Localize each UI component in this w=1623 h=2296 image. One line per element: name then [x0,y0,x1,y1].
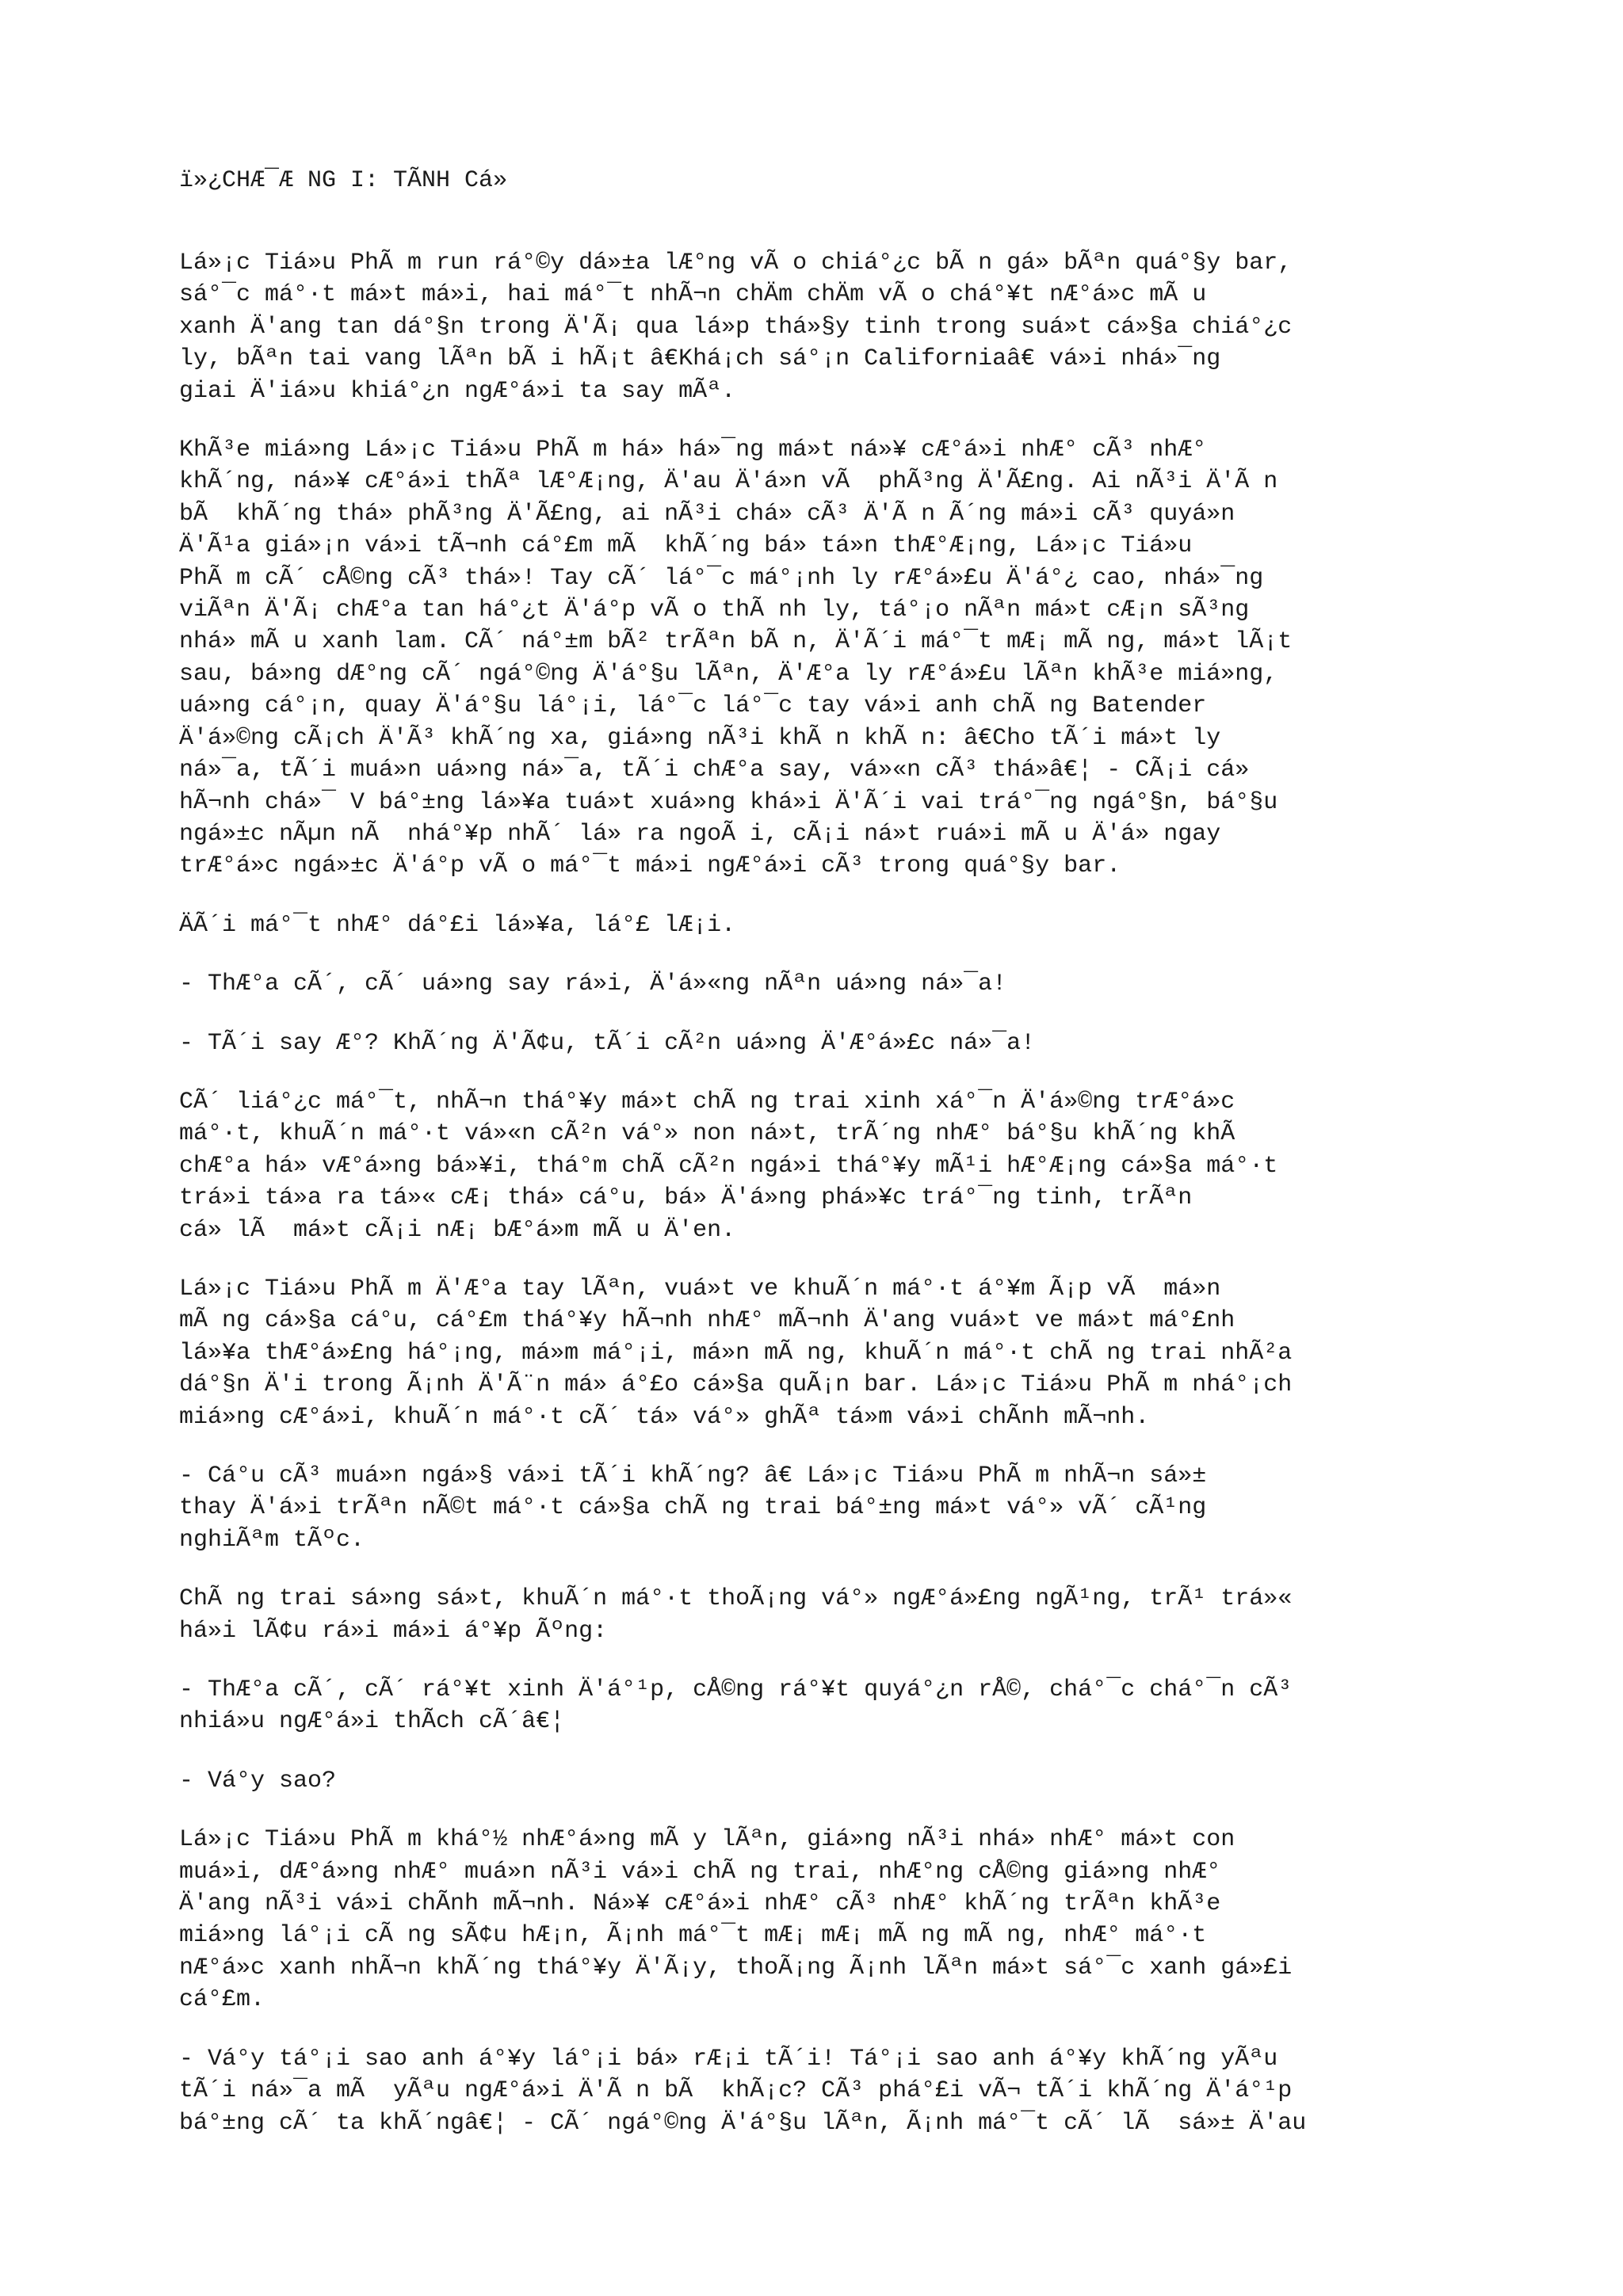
paragraph-2: KhÃ³e miá»ng Lá»¡c Tiá»u PhÃ m há» há»¯ng má»t ná»¥ cÆ°á»i nhÆ° cÃ³ nhÆ° khÃ´ng, ná»¥ cÆ°á»i thÃª lÆ°Æ¡ng, Ä'au Ä'á»n vÃ phÃ³ng Ä'Ã£ng. Ai nÃ³i Ä'Ã n bÃ khÃ´ng thá» phÃ³ng Ä'Ã£ng, ai nÃ³i chá» cÃ³ Ä'Ã n Ã´ng má»i cÃ³ quyá»n Ä'Ã¹a giá»¡n vá»i tÃ¬nh cá°£m mÃ khÃ´ng bá» tá»n thÆ°Æ¡ng, Lá»¡c Tiá»u PhÃ m cÃ´ cÅ©ng cÃ³ thá»! Tay cÃ´ lá°¯c má°¡nh ly rÆ°á»£u Ä'á°¿ cao, nhá»¯ng viÃªn Ä'Ã¡ chÆ°a tan há°¿t Ä'á°p vÃ o thÃ nh ly, tá°¡o nÃªn má»t cÆ¡n sÃ³ng nhá» mÃ u xanh lam. CÃ´ ná°±m bÃ² trÃªn bÃ n, Ä'Ã´i má°¯t mÆ¡ mÃ ng, má»t lÃ¡t sau, bá»ng dÆ°ng cÃ´ ngá°©ng Ä'á°§u lÃªn, Ä'Æ°a ly rÆ°á»£u lÃªn khÃ³e miá»ng, uá»ng cá°¡n, quay Ä'á°§u lá°¡i, lá°¯c lá°¯c tay vá»i anh chÃ ng Batender Ä'á»©ng cÃ¡ch Ä'Ã³ khÃ´ng xa, giá»ng nÃ³i khÃ n khÃ n: â€Cho tÃ´i má»t ly ná»¯a, tÃ´i muá»n uá»ng ná»¯a, tÃ´i chÆ°a say, vá»«n cÃ³ thá»â€¦ - CÃ¡i cá» hÃ¬nh chá»¯ V bá°±ng lá»¥a tuá»t xuá»ng khá»i Ä'Ã´i vai trá°¯ng ngá°§n, bá°§u ngá»±c nÃµn nÃ nhá°¥p nhÃ´ lá» ra ngoÃ i, cÃ¡i ná»t ruá»i mÃ u Ä'á» ngay trÆ°á»c ngá»±c Ä'á°p vÃ o má°¯t má»i ngÆ°á»i cÃ³ trong quá°§y bar. [179,437,1293,880]
paragraph-8: - Cá°u cÃ³ muá»n ngá»§ vá»i tÃ´i khÃ´ng? â€ Lá»¡c Tiá»u PhÃ m nhÃ¬n sá»± thay Ä'á»i trÃªn nÃ©t má°·t cá»§a chÃ ng trai bá°±ng má»t vá°» vÃ´ cÃ¹ng nghiÃªm tÃºc. [179,1463,1207,1554]
paragraph-12: Lá»¡c Tiá»u PhÃ m khá°½ nhÆ°á»ng mÃ y lÃªn, giá»ng nÃ³i nhá» nhÆ° má»t con muá»i, dÆ°á»ng nhÆ° muá»n nÃ³i vá»i chÃ ng trai, nhÆ°ng cÅ©ng giá»ng nhÆ° Ä'ang nÃ³i vá»i chÃnh mÃ¬nh. Ná»¥ cÆ°á»i nhÆ° cÃ³ nhÆ° khÃ´ng trÃªn khÃ³e miá»ng lá°¡i cÃ ng sÃ¢u hÆ¡n, Ã¡nh má°¯t mÆ¡ mÆ¡ mÃ ng mÃ ng, nhÆ° má°·t nÆ°á»c xanh nhÃ¬n khÃ´ng thá°¥y Ä'Ã¡y, thoÃ¡ng Ã¡nh lÃªn má»t sá°¯c xanh gá»£i cá°£m. [179,1826,1293,2014]
chapter-title: ï»¿CHÆ¯Æ NG I: TÃNH Cá» [179,167,508,194]
paragraph-13: - Vá°y tá°¡i sao anh á°¥y lá°¡i bá» rÆ¡i tÃ´i! Tá°¡i sao anh á°¥y khÃ´ng yÃªu tÃ´i ná»¯a mÃ yÃªu ngÆ°á»i Ä'Ã n bÃ khÃ¡c? CÃ³ phá°£i vÃ¬ tÃ´i khÃ´ng Ä'á°¹p bá°±ng cÃ´ ta khÃ´ngâ€¦ - CÃ´ ngá°©ng Ä'á°§u lÃªn, Ã¡nh má°¯t cÃ´ lÃ sá»± Ä'au [179,2045,1307,2137]
paragraph-7: Lá»¡c Tiá»u PhÃ m Ä'Æ°a tay lÃªn, vuá»t ve khuÃ´n má°·t á°¥m Ã¡p vÃ má»n mÃ ng cá»§a cá°u, cá°£m thá°¥y hÃ¬nh nhÆ° mÃ¬nh Ä'ang vuá»t ve má»t má°£nh lá»¥a thÆ°á»£ng há°¡ng, má»m má°¡i, má»n mÃ ng, khuÃ´n má°·t chÃ ng trai nhÃ²a dá°§n Ä'i trong Ã¡nh Ä'Ã¨n má» á°£o cá»§a quÃ¡n bar. Lá»¡c Tiá»u PhÃ m nhá°¡ch miá»ng cÆ°á»i, khuÃ´n má°·t cÃ´ tá» vá°» ghÃª tá»m vá»i chÃnh mÃ¬nh. [179,1275,1293,1431]
paragraph-11: - Vá°y sao? [179,1767,337,1794]
paragraph-10: - ThÆ°a cÃ´, cÃ´ rá°¥t xinh Ä'á°¹p, cÅ©ng rá°¥t quyá°¿n rÅ©, chá°¯c chá°¯n cÃ³ nhiá»u ngÆ°á»i thÃch cÃ´â€¦ [179,1676,1293,1736]
paragraph-6: CÃ´ liá°¿c má°¯t, nhÃ¬n thá°¥y má»t chÃ ng trai xinh xá°¯n Ä'á»©ng trÆ°á»c má°·t, khuÃ´n má°·t vá»«n cÃ²n vá°» non ná»t, trÃ´ng nhÆ° bá°§u khÃ´ng khÃ chÆ°a há» vÆ°á»ng bá»¥i, thá°m chÃ cÃ²n ngá»i thá°¥y mÃ¹i hÆ°Æ¡ng cá»§a má°·t trá»i tá»a ra tá»« cÆ¡ thá» cá°u, bá» Ä'á»ng phá»¥c trá°¯ng tinh, trÃªn cá» lÃ má»t cÃ¡i nÆ¡ bÆ°á»m mÃ u Ä'en. [179,1088,1278,1244]
paragraph-3: ÄÃ´i má°¯t nhÆ° dá°£i lá»¥a, lá°£ lÆ¡i. [179,911,736,939]
paragraph-5: - TÃ´i say Æ°? KhÃ´ng Ä'Ã¢u, tÃ´i cÃ²n uá»ng Ä'Æ°á»£c ná»¯a! [179,1029,1036,1057]
paragraph-4: - ThÆ°a cÃ´, cÃ´ uá»ng say rá»i, Ä'á»«ng nÃªn uá»ng ná»¯a! [179,971,1007,998]
chapter-body [179,247,1479,2166]
paragraph-9: ChÃ ng trai sá»ng sá»t, khuÃ´n má°·t thoÃ¡ng vá°» ngÆ°á»£ng ngÃ¹ng, trÃ¹ trá»« há»i lÃ¢u rá»i má»i á°¥p Ãºng: [179,1585,1293,1645]
paragraph-1: Lá»¡c Tiá»u PhÃ m run rá°©y dá»±a lÆ°ng vÃ o chiá°¿c bÃ n gá» bÃªn quá°§y bar, sá°¯c má°·t má»t má»i, hai má°¯t nhÃ¬n chÄm chÄm vÃ o chá°¥t nÆ°á»c mÃ u xanh Ä'ang tan dá°§n trong Ä'Ã¡ qua lá»p thá»§y tinh trong suá»t cá»§a chiá°¿c ly, bÃªn tai vang lÃªn bÃ i hÃ¡t â€Khá¡ch sá°¡n Californiaâ€ vá»i nhá»¯ng giai Ä'iá»u khiá°¿n ngÆ°á»i ta say mÃª. [179,250,1293,405]
